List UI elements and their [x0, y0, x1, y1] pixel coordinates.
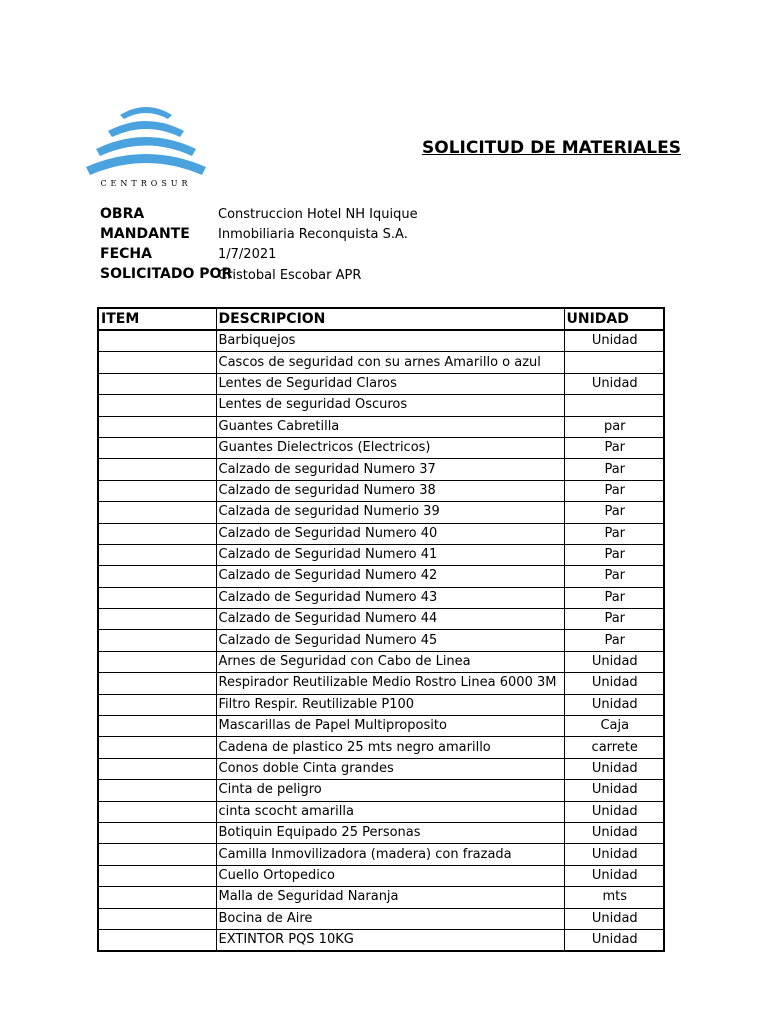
cell-descripcion: Calzado de Seguridad Numero 42 [216, 566, 564, 587]
cell-descripcion: Lentes de seguridad Oscuros [216, 395, 564, 416]
cell-item [98, 416, 216, 437]
table-row [98, 330, 664, 352]
cell-descripcion: Calzada de seguridad Numerio 39 [216, 502, 564, 523]
cell-item [98, 630, 216, 651]
table-row [98, 630, 664, 651]
cell-descripcion: Barbiquejos [216, 330, 564, 352]
cell-unidad: Par [564, 523, 664, 544]
cell-item [98, 758, 216, 779]
cell-item [98, 587, 216, 608]
cell-item [98, 502, 216, 523]
cell-unidad: Unidad [564, 694, 664, 715]
cell-descripcion: Mascarillas de Papel Multiproposito [216, 716, 564, 737]
table-row [98, 587, 664, 608]
cell-item [98, 865, 216, 886]
table-row [98, 395, 664, 416]
cell-unidad [564, 395, 664, 416]
cell-unidad: Par [564, 630, 664, 651]
cell-descripcion: Cuello Ortopedico [216, 865, 564, 886]
cell-item [98, 887, 216, 908]
cell-unidad: Unidad [564, 758, 664, 779]
cell-item [98, 544, 216, 565]
cell-item [98, 737, 216, 758]
cell-unidad: Unidad [564, 929, 664, 951]
cell-unidad: Unidad [564, 330, 664, 352]
cell-unidad: Unidad [564, 822, 664, 843]
table-row [98, 566, 664, 587]
cell-unidad: Par [564, 502, 664, 523]
cell-unidad: Unidad [564, 651, 664, 672]
table-header-row [98, 308, 664, 330]
table-row [98, 908, 664, 929]
cell-descripcion: Camilla Inmovilizadora (madera) con frazada [216, 844, 564, 865]
cell-unidad: Caja [564, 716, 664, 737]
cell-descripcion: Botiquin Equipado 25 Personas [216, 822, 564, 843]
cell-unidad: Par [564, 609, 664, 630]
cell-item [98, 459, 216, 480]
cell-unidad: Unidad [564, 908, 664, 929]
page-title: SOLICITUD DE MATERIALES [422, 138, 681, 158]
info-value-obra: Construccion Hotel NH Iquique [218, 207, 418, 222]
cell-descripcion: Lentes de Seguridad Claros [216, 373, 564, 394]
cell-descripcion: Arnes de Seguridad con Cabo de Linea [216, 651, 564, 672]
cell-descripcion: EXTINTOR PQS 10KG [216, 929, 564, 951]
cell-descripcion: Conos doble Cinta grandes [216, 758, 564, 779]
cell-unidad: carrete [564, 737, 664, 758]
cell-unidad: Unidad [564, 780, 664, 801]
table-row [98, 352, 664, 373]
table-row [98, 716, 664, 737]
cell-descripcion: Calzado de seguridad Numero 38 [216, 480, 564, 501]
cell-item [98, 330, 216, 352]
cell-item [98, 822, 216, 843]
cell-item [98, 523, 216, 544]
table-row [98, 673, 664, 694]
cell-unidad: Par [564, 480, 664, 501]
table-row [98, 865, 664, 886]
cell-descripcion: Cascos de seguridad con su arnes Amarillo o azul [216, 352, 564, 373]
table-row [98, 737, 664, 758]
header-item: ITEM [98, 308, 216, 330]
cell-unidad: Unidad [564, 673, 664, 694]
cell-descripcion: Bocina de Aire [216, 908, 564, 929]
cell-descripcion: Calzado de Seguridad Numero 45 [216, 630, 564, 651]
cell-unidad: Par [564, 566, 664, 587]
cell-item [98, 373, 216, 394]
table-row [98, 929, 664, 951]
cell-unidad: Par [564, 587, 664, 608]
logo-text: CENTROSUR [100, 179, 192, 188]
cell-descripcion: Calzado de Seguridad Numero 43 [216, 587, 564, 608]
table-row [98, 480, 664, 501]
cell-item [98, 929, 216, 951]
cell-item [98, 908, 216, 929]
cell-unidad: Unidad [564, 801, 664, 822]
cell-descripcion: Calzado de Seguridad Numero 40 [216, 523, 564, 544]
cell-unidad [564, 352, 664, 373]
cell-item [98, 395, 216, 416]
cell-item [98, 437, 216, 458]
info-label-obra: OBRA [100, 206, 145, 222]
centrosur-logo [80, 103, 212, 189]
cell-unidad: Par [564, 544, 664, 565]
table-row [98, 416, 664, 437]
table-row [98, 544, 664, 565]
cell-item [98, 801, 216, 822]
table-row [98, 609, 664, 630]
table-row [98, 844, 664, 865]
header-descripcion: DESCRIPCION [216, 308, 564, 330]
info-value-fecha: 1/7/2021 [218, 247, 277, 262]
cell-descripcion: Calzado de seguridad Numero 37 [216, 459, 564, 480]
cell-item [98, 844, 216, 865]
table-row [98, 437, 664, 458]
table-row [98, 801, 664, 822]
cell-item [98, 780, 216, 801]
cell-item [98, 673, 216, 694]
cell-item [98, 609, 216, 630]
cell-unidad: Unidad [564, 844, 664, 865]
cell-item [98, 480, 216, 501]
cell-descripcion: Cinta de peligro [216, 780, 564, 801]
info-label-solicitado-por: SOLICITADO POR [100, 266, 233, 282]
info-label-mandante: MANDANTE [100, 226, 190, 242]
cell-unidad: Par [564, 459, 664, 480]
cell-unidad: par [564, 416, 664, 437]
info-value-mandante: Inmobiliaria Reconquista S.A. [218, 227, 408, 242]
cell-unidad: Unidad [564, 373, 664, 394]
header-unidad: UNIDAD [564, 308, 664, 330]
cell-descripcion: Calzado de Seguridad Numero 41 [216, 544, 564, 565]
table-row [98, 780, 664, 801]
table-row [98, 523, 664, 544]
cell-unidad: Par [564, 437, 664, 458]
table-row [98, 887, 664, 908]
table-row [98, 758, 664, 779]
building-logo-icon [80, 103, 212, 189]
table-row [98, 651, 664, 672]
cell-descripcion: Guantes Dielectricos (Electricos) [216, 437, 564, 458]
table-row [98, 694, 664, 715]
cell-descripcion: Calzado de Seguridad Numero 44 [216, 609, 564, 630]
table-row [98, 459, 664, 480]
table-row [98, 373, 664, 394]
cell-item [98, 352, 216, 373]
cell-unidad: mts [564, 887, 664, 908]
table-row [98, 822, 664, 843]
cell-item [98, 694, 216, 715]
info-value-solicitado-por: Cristobal Escobar APR [218, 268, 362, 283]
table-row [98, 502, 664, 523]
cell-item [98, 651, 216, 672]
materials-table [97, 307, 665, 952]
cell-descripcion: Cadena de plastico 25 mts negro amarillo [216, 737, 564, 758]
info-label-fecha: FECHA [100, 246, 152, 262]
cell-descripcion: Filtro Respir. Reutilizable P100 [216, 694, 564, 715]
cell-item [98, 716, 216, 737]
cell-unidad: Unidad [564, 865, 664, 886]
cell-descripcion: Malla de Seguridad Naranja [216, 887, 564, 908]
cell-descripcion: Guantes Cabretilla [216, 416, 564, 437]
cell-descripcion: Respirador Reutilizable Medio Rostro Linea 6000 3M [216, 673, 564, 694]
cell-descripcion: cinta scocht amarilla [216, 801, 564, 822]
cell-item [98, 566, 216, 587]
